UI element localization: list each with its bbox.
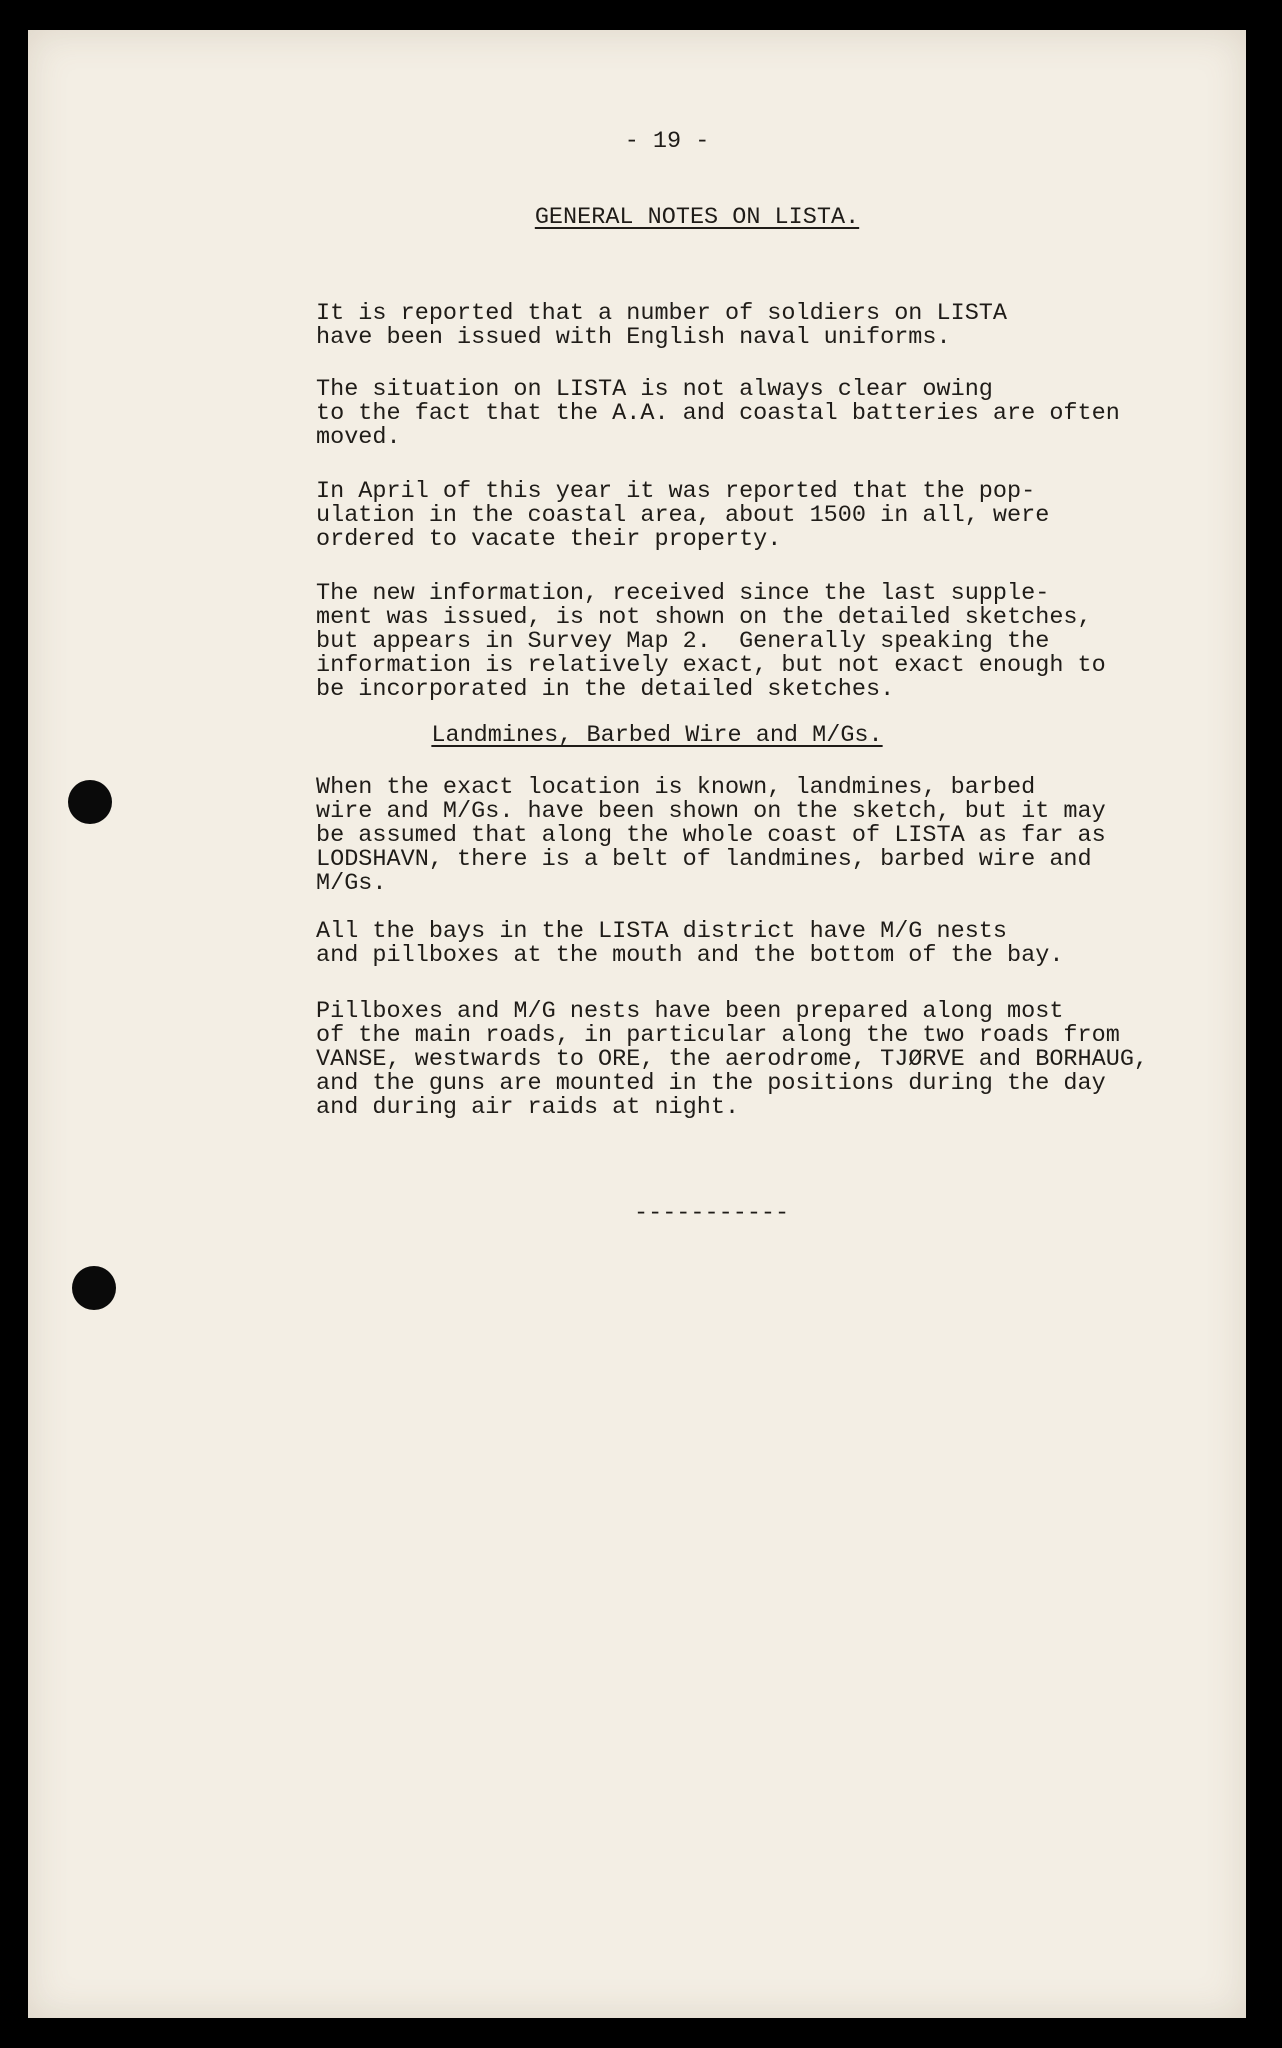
paragraph-new-information: The new information, received since the last supple- ment was issued, is not shown on the detailed sketches, but appears in Survey Map 2. Generally speaking the information is relatively exact, but not exact enough to be incorporated in the detailed sketches. (316, 580, 1106, 703)
typed-text (28, 30, 1246, 2018)
document-page (28, 30, 1246, 2018)
paragraph-evacuation: In April of this year it was reported that the pop- ulation in the coastal area, about 1500 in all, were ordered to vacate their property. (316, 478, 1050, 553)
paragraph-landmines: When the exact location is known, landmines, barbed wire and M/Gs. have been shown on the sketch, but it may be assumed that along the whole coast of LISTA as far as LODSHAVN, there is a belt of landmines, barbed wire and M/Gs. (316, 774, 1106, 897)
paragraph-pillboxes: Pillboxes and M/G nests have been prepared along most of the main roads, in particular along the two roads from VANSE, westwards to ORE, the aerodrome, TJØRVE and BORHAUG, and the guns are mounted in the positions during the day and during air raids at night. (316, 998, 1149, 1121)
end-rule: ----------- (634, 1200, 790, 1227)
page-number: - 19 - (624, 128, 710, 155)
paragraph-uniforms: It is reported that a number of soldiers on LISTA have been issued with English naval uniforms. (316, 300, 1008, 351)
paragraph-situation: The situation on LISTA is not always clear owing to the fact that the A.A. and coastal batteries are often moved. (316, 376, 1120, 451)
heading-general-notes: GENERAL NOTES ON LISTA. (534, 204, 860, 231)
paragraph-bays: All the bays in the LISTA district have M/G nests and pillboxes at the mouth and the bottom of the bay. (316, 918, 1064, 969)
heading-landmines: Landmines, Barbed Wire and M/Gs. (431, 722, 883, 749)
